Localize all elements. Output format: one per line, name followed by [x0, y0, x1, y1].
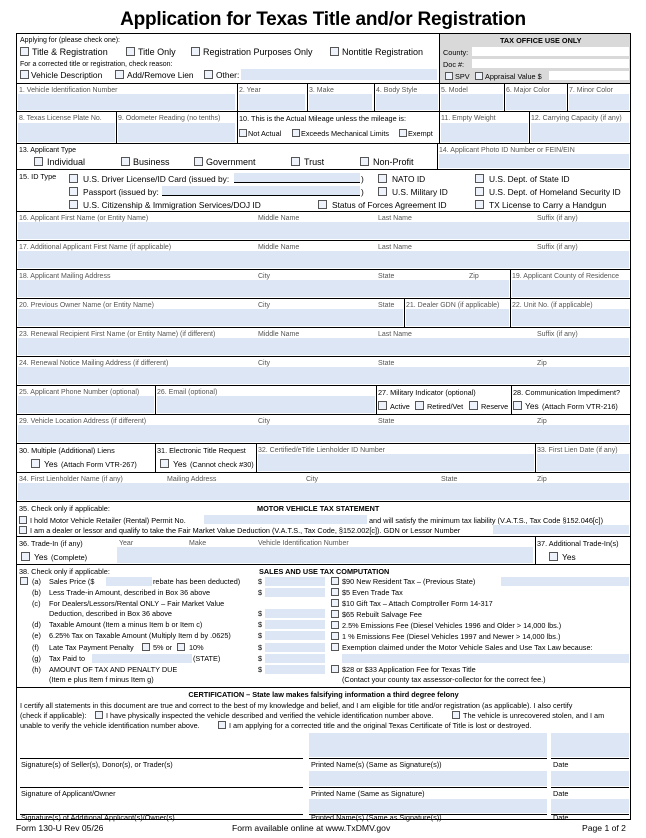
corrected-title-label: I am applying for a corrected title and the original Texas Certificate of Title is lost or destroyed.: [229, 721, 532, 730]
photo-id-input[interactable]: [439, 154, 629, 168]
vtr267-label: (Attach Form VTR-267): [61, 460, 137, 469]
state-dept-checkbox[interactable]: [475, 174, 484, 183]
applicant-date-input[interactable]: [551, 771, 629, 786]
county-label: County:: [443, 48, 469, 57]
year-label: 2. Year: [239, 87, 261, 94]
tax-amount[interactable]: [265, 631, 325, 640]
dollar-b: $: [258, 588, 263, 597]
sales-tax-row: [17, 564, 630, 687]
title-registration-label: Title & Registration: [32, 47, 108, 57]
penalty-5-label: 5% or: [153, 643, 173, 652]
previous-owner-row: [17, 298, 630, 327]
suffix-label: Suffix (if any): [537, 244, 578, 251]
other-checkbox[interactable]: [204, 70, 213, 79]
dollar-a: $: [258, 577, 263, 586]
vehicle-location-label: 29. Vehicle Location Address (if different): [19, 418, 147, 425]
zip-label: Zip: [537, 418, 547, 425]
penalty-10-checkbox[interactable]: [177, 643, 185, 651]
corrected-title-checkbox[interactable]: [218, 721, 226, 729]
handgun-checkbox[interactable]: [475, 200, 484, 209]
minor-color-label: 7. Minor Color: [569, 87, 613, 94]
county-residence-input[interactable]: [512, 280, 629, 297]
passport-paren: ): [361, 187, 364, 197]
item-c-letter: (c): [32, 599, 41, 608]
add-remove-lien-checkbox[interactable]: [115, 70, 124, 79]
even-trade-label: $5 Even Trade Tax: [342, 588, 403, 597]
trade-in-amount[interactable]: [265, 588, 325, 597]
exempt-checkbox[interactable]: [399, 129, 407, 137]
seller-printed-name-input[interactable]: [309, 733, 547, 757]
not-actual-label: Not Actual: [248, 129, 282, 138]
nonprofit-label: Non-Profit: [373, 157, 414, 167]
state-label: State: [378, 360, 395, 367]
vtr216-label: (Attach Form VTR-216): [542, 402, 618, 411]
certification-section: [17, 687, 630, 821]
rental-permit-label: I hold Motor Vehicle Retailer (Rental) Permit No.: [30, 516, 186, 525]
tax-paid-amount[interactable]: [265, 654, 325, 663]
seller-printed-name-label: Printed Name(s) (Same as Signature(s)): [311, 760, 442, 769]
item-a-letter: (a): [32, 577, 41, 586]
unable-verify-label: unable to verify the vehicle identification number above.: [20, 721, 200, 730]
applicant-first-label: 16. Applicant First Name (or Entity Name): [19, 215, 149, 222]
model-input[interactable]: [441, 94, 503, 110]
tax-paid-state-input[interactable]: [92, 654, 192, 663]
sales-price-label: Sales Price ($: [49, 577, 95, 586]
nonprofit-checkbox[interactable]: [360, 157, 369, 166]
previous-owner-label: 20. Previous Owner Name (or Entity Name): [19, 302, 154, 309]
plate-label: 8. Texas License Plate No.: [19, 115, 102, 122]
lienholder-mailing-label: Mailing Address: [167, 476, 217, 483]
seller-date-input[interactable]: [551, 733, 629, 757]
vehicle-description-label: Vehicle Description: [31, 70, 103, 80]
plate-input[interactable]: [18, 123, 115, 142]
communication-yes-checkbox[interactable]: [513, 401, 522, 410]
gift-tax-label: $10 Gift Tax – Attach Comptroller Form 14-317: [342, 599, 493, 608]
suffix-label: Suffix (if any): [537, 331, 578, 338]
city-label: City: [258, 302, 271, 309]
additional-date-label: Date: [553, 813, 569, 822]
taxable-amount-label: Taxable Amount (Item a minus Item b or Item c): [49, 620, 203, 629]
applying-for-label: Applying for (please check one):: [20, 37, 120, 44]
page-title: Application for Texas Title and/or Registration: [120, 9, 526, 30]
additional-trade-checkbox[interactable]: [549, 552, 558, 561]
state-label: State: [378, 418, 395, 425]
item-f-letter: (f): [32, 643, 39, 652]
vehicle-row: [17, 83, 630, 111]
title-only-checkbox[interactable]: [126, 47, 135, 56]
reserve-label: Reserve: [481, 402, 509, 411]
penalty-amount[interactable]: [265, 643, 325, 652]
applicant-type-label: 13. Applicant Type: [19, 147, 77, 154]
liens-row: [17, 443, 630, 472]
trade-in-complete-label: (Complete): [51, 553, 88, 562]
vehicle-location-row: [17, 414, 630, 443]
registration-purposes-checkbox[interactable]: [191, 47, 200, 56]
military-checkbox[interactable]: [378, 187, 387, 196]
trade-in-amount-label: Less Trade-in Amount, described in Box 36 above: [49, 588, 211, 597]
emissions-1-checkbox[interactable]: [331, 632, 339, 640]
application-fee-label: $28 or $33 Application Fee for Texas Title: [342, 665, 476, 674]
military-indicator-label: 27. Military Indicator (optional): [378, 388, 476, 397]
lienholder-id-label: 32. Certified/eTitle Lienholder ID Number: [258, 447, 385, 454]
rebate-label: rebate has been deducted): [153, 577, 241, 586]
id-type-row: [17, 169, 630, 211]
application-fee-checkbox[interactable]: [331, 665, 339, 673]
state-dept-label: U.S. Dept. of State ID: [489, 174, 570, 184]
state-label: State: [441, 476, 458, 483]
trade-make-label: Make: [189, 540, 207, 547]
zip-label: Zip: [537, 360, 547, 367]
trade-in-yes-checkbox[interactable]: [21, 552, 30, 561]
active-checkbox[interactable]: [378, 401, 387, 410]
additional-trade-label: 37. Additional Trade-In(s): [537, 539, 619, 548]
additional-signature-label: Signature(s) of Additional Applicant(s)/Owner(s): [21, 813, 175, 822]
dl-label: U.S. Driver License/ID Card (issued by:: [83, 174, 230, 184]
lienholder-name-label: 34. First Lienholder Name (if any): [19, 476, 123, 483]
renewal-recipient-input[interactable]: [18, 338, 629, 355]
major-color-label: 6. Major Color: [506, 87, 550, 94]
middle-label: Middle Name: [258, 331, 300, 338]
last-label: Last Name: [378, 215, 412, 222]
trust-label: Trust: [304, 157, 325, 167]
dollar-g: $: [258, 654, 263, 663]
trust-checkbox[interactable]: [291, 157, 300, 166]
item-h-letter: (h): [32, 665, 41, 674]
emissions-25-checkbox[interactable]: [331, 621, 339, 629]
title-only-label: Title Only: [138, 47, 176, 57]
fmv-deduction-box-label: Deduction, described in Box 36 above: [49, 609, 172, 618]
middle-label: Middle Name: [258, 215, 300, 222]
unit-input[interactable]: [512, 309, 629, 326]
liens-yes-label: Yes: [44, 459, 58, 469]
other-reason-input[interactable]: [241, 69, 437, 80]
military-label: U.S. Military ID: [392, 187, 448, 197]
applicant-printed-name-input[interactable]: [309, 771, 547, 786]
odometer-input[interactable]: [118, 123, 235, 142]
body-style-input[interactable]: [376, 94, 438, 110]
add-remove-lien-label: Add/Remove Lien: [127, 70, 194, 80]
even-trade-checkbox[interactable]: [331, 588, 339, 596]
sales-price-checkbox[interactable]: [20, 577, 28, 585]
title-registration-checkbox[interactable]: [20, 47, 29, 56]
applicant-name-row: [17, 211, 630, 240]
new-resident-checkbox[interactable]: [331, 577, 339, 585]
photo-id-label: 14. Applicant Photo ID Number or FEIN/EIN: [439, 147, 575, 154]
exceeds-checkbox[interactable]: [292, 129, 300, 137]
id-type-label: 15. ID Type: [19, 172, 57, 181]
corrected-label: For a corrected title or registration, check reason:: [20, 61, 173, 68]
business-checkbox[interactable]: [121, 157, 130, 166]
city-label: City: [258, 273, 271, 280]
registration-purposes-label: Registration Purposes Only: [203, 47, 313, 57]
passport-checkbox[interactable]: [69, 187, 78, 196]
fmv-label: For Dealers/Lessors/Rental ONLY – Fair Market Value: [49, 599, 225, 608]
government-label: Government: [206, 157, 256, 167]
item-d-letter: (d): [32, 620, 41, 629]
mailing-address-input[interactable]: [18, 280, 509, 297]
not-actual-checkbox[interactable]: [239, 129, 247, 137]
page-number: Page 1 of 2: [582, 823, 626, 833]
penalty-5-checkbox[interactable]: [142, 643, 150, 651]
unit-label: 22. Unit No. (if applicable): [512, 302, 593, 309]
lien-date-label: 33. First Lien Date (if any): [537, 447, 618, 454]
emissions-25-label: 2.5% Emissions Fee (Diesel Vehicles 1996 and Older > 14,000 lbs.): [342, 621, 562, 630]
motor-vehicle-tax-row: [17, 501, 630, 536]
dhs-label: U.S. Dept. of Homeland Security ID: [489, 187, 621, 197]
sales-tax-heading: SALES AND USE TAX COMPUTATION: [259, 567, 390, 576]
middle-label: Middle Name: [258, 244, 300, 251]
seller-signature-label: Signature(s) of Seller(s), Donor(s), or Trader(s): [21, 760, 173, 769]
unrecovered-stolen-label: The vehicle is unrecovered stolen, and I am: [463, 711, 605, 720]
additional-date-input[interactable]: [551, 799, 629, 813]
applicant-signature-label: Signature of Applicant/Owner: [21, 789, 116, 798]
rental-permit-input[interactable]: [204, 515, 367, 524]
suffix-label: Suffix (if any): [537, 215, 578, 222]
trade-in-row: [17, 536, 630, 564]
email-input[interactable]: [157, 396, 375, 413]
fmv-deduction-label: I am a dealer or lessor and qualify to take the Fair Market Value Deduction (V.A.T.S., Tax Code, §152.002[c]). GDN or Lessor Number: [30, 526, 461, 535]
applicant-printed-name-label: Printed Name (Same as Signature): [311, 789, 425, 798]
active-label: Active: [390, 402, 410, 411]
seller-date-label: Date: [553, 760, 569, 769]
state-label: State: [378, 302, 395, 309]
emissions-1-label: 1 % Emissions Fee (Diesel Vehicles 1997 and Newer > 14,000 lbs.): [342, 632, 561, 641]
new-resident-label: $90 New Resident Tax – (Previous State): [342, 577, 476, 586]
nato-label: NATO ID: [392, 174, 426, 184]
zip-label: Zip: [469, 273, 479, 280]
contact-row: [17, 385, 630, 414]
minimum-tax-label: and will satisfy the minimum tax liability (V.A.T.S., Tax Code §152.046[c]): [369, 516, 604, 525]
capacity-input[interactable]: [531, 123, 629, 142]
communication-yes-label: Yes: [525, 401, 539, 411]
fmv-deduction-checkbox[interactable]: [19, 526, 27, 534]
plate-row: [17, 111, 630, 143]
empty-weight-label: 11. Empty Weight: [441, 115, 496, 122]
additional-printed-name-label: Printed Name(s) (Same as Signature(s)): [311, 813, 442, 822]
certification-line-1: I certify all statements in this document are true and correct to the best of my knowledge and belief, and I am eligible for title and/or registration (as applicable). I also certify: [20, 701, 573, 710]
vehicle-location-input[interactable]: [18, 425, 629, 442]
gdn-lessor-input[interactable]: [493, 525, 629, 534]
email-label: 26. Email (optional): [157, 389, 218, 396]
government-checkbox[interactable]: [194, 157, 203, 166]
lien-date-input[interactable]: [537, 454, 629, 471]
rental-permit-checkbox[interactable]: [19, 516, 27, 524]
appraisal-label: Appraisal Value $: [485, 72, 542, 81]
phone-label: 25. Applicant Phone Number (optional): [19, 389, 140, 396]
tax-office-heading: TAX OFFICE USE ONLY: [500, 36, 582, 45]
make-input[interactable]: [309, 94, 372, 110]
city-label: City: [306, 476, 319, 483]
exemption-label: Exemption claimed under the Motor Vehicle Sales and Use Tax Law because:: [342, 643, 593, 652]
motor-vehicle-tax-heading: MOTOR VEHICLE TAX STATEMENT: [257, 504, 380, 513]
sales-price-amount[interactable]: [265, 577, 325, 586]
etitle-yes-checkbox[interactable]: [160, 459, 169, 468]
state-label: State: [378, 273, 395, 280]
lienholder-row: [17, 472, 630, 501]
dollar-h: $: [258, 665, 263, 674]
county-residence-label: 19. Applicant County of Residence: [512, 273, 620, 280]
item-e-letter: (e): [32, 631, 41, 640]
contact-assessor-label: (Contact your county tax assessor-collector for the correct fee.): [342, 675, 546, 684]
late-penalty-label: Late Tax Payment Penalty: [49, 643, 134, 652]
physically-inspected-label: I have physically inspected the vehicle described and verified the vehicle identification number above.: [106, 711, 434, 720]
forces-checkbox[interactable]: [318, 200, 327, 209]
applicant-name-input[interactable]: [18, 222, 629, 239]
penalty-10-label: 10%: [189, 643, 204, 652]
renewal-address-label: 24. Renewal Notice Mailing Address (if different): [19, 360, 169, 367]
dhs-checkbox[interactable]: [475, 187, 484, 196]
trade-in-yes-label: Yes: [34, 552, 48, 562]
vin-input[interactable]: [18, 94, 235, 110]
renewal-recipient-row: [17, 327, 630, 356]
tax-paid-state-label: (STATE): [193, 654, 221, 663]
body-style-label: 4. Body Style: [376, 87, 418, 94]
renewal-address-row: [17, 356, 630, 385]
last-label: Last Name: [378, 331, 412, 338]
nontitle-label: Nontitle Registration: [342, 47, 424, 57]
minor-color-input[interactable]: [569, 94, 629, 110]
individual-label: Individual: [47, 157, 86, 167]
dollar-c: $: [258, 609, 263, 618]
gdn-label: 21. Dealer GDN (if applicable): [406, 302, 500, 309]
dollar-d: $: [258, 620, 263, 629]
trade-in-input[interactable]: [117, 547, 533, 563]
application-form: [16, 33, 631, 820]
etitle-yes-label: Yes: [173, 459, 187, 469]
model-label: 5. Model: [441, 87, 468, 94]
additional-applicant-row: [17, 240, 630, 269]
dl-paren: ): [361, 174, 364, 184]
nato-checkbox[interactable]: [378, 174, 387, 183]
zip-label: Zip: [537, 476, 547, 483]
item-b-letter: (b): [32, 588, 41, 597]
vehicle-description-checkbox[interactable]: [20, 70, 29, 79]
vin-label: 1. Vehicle Identification Number: [19, 87, 118, 94]
exemption-reason-input[interactable]: [342, 654, 629, 663]
check-if-applicable-label: (check if applicable):: [20, 711, 87, 720]
appraisal-checkbox[interactable]: [475, 72, 483, 80]
exceeds-label: Exceeds Mechanical Limits: [301, 129, 390, 138]
additional-printed-name-input[interactable]: [309, 799, 547, 813]
make-label: 3. Make: [309, 87, 334, 94]
etitle-label: 31. Electronic Title Request: [157, 446, 246, 455]
previous-state-input[interactable]: [501, 577, 629, 586]
nontitle-checkbox[interactable]: [330, 47, 339, 56]
rebate-input[interactable]: [106, 577, 152, 586]
physically-inspected-checkbox[interactable]: [95, 711, 103, 719]
amount-due[interactable]: [265, 665, 325, 674]
gift-tax-checkbox[interactable]: [331, 599, 339, 607]
capacity-label: 12. Carrying Capacity (if any): [531, 115, 622, 122]
passport-label: Passport (issued by:: [83, 187, 159, 197]
major-color-input[interactable]: [506, 94, 566, 110]
mailing-address-row: [17, 269, 630, 298]
trade-in-label: 36. Trade-In (if any): [19, 539, 83, 548]
odometer-label: 9. Odometer Reading (no tenths): [118, 115, 221, 122]
city-label: City: [258, 360, 271, 367]
dollar-f: $: [258, 643, 263, 652]
individual-checkbox[interactable]: [34, 157, 43, 166]
communication-label: 28. Communication Impediment?: [513, 388, 621, 397]
sales-tax-check-label: 38. Check only if applicable:: [19, 567, 110, 576]
fmv-amount[interactable]: [265, 609, 325, 618]
additional-applicant-input[interactable]: [18, 251, 629, 268]
previous-owner-input[interactable]: [18, 309, 403, 326]
dollar-e: $: [258, 631, 263, 640]
renewal-address-input[interactable]: [18, 367, 629, 384]
form-online-link[interactable]: Form available online at www.TxDMV.gov: [232, 823, 391, 833]
mileage-label: 10. This is the Actual Mileage unless the mileage is:: [239, 114, 406, 123]
exemption-checkbox[interactable]: [331, 643, 339, 651]
forces-label: Status of Forces Agreement ID: [332, 200, 447, 210]
retired-checkbox[interactable]: [415, 401, 424, 410]
other-label: Other:: [216, 70, 240, 80]
amount-due-formula-label: (Item e plus Item f minus Item g): [49, 675, 154, 684]
trade-vin-label: Vehicle Identification Number: [258, 540, 349, 547]
last-label: Last Name: [378, 244, 412, 251]
uscis-label: U.S. Citizenship & Immigration Services/DOJ ID: [83, 200, 261, 210]
rebuilt-salvage-label: $65 Rebuilt Salvage Fee: [342, 610, 422, 619]
applicant-type-row: [17, 143, 630, 169]
mailing-address-label: 18. Applicant Mailing Address: [19, 273, 111, 280]
check-applicable-label: 35. Check only if applicable:: [19, 504, 110, 513]
additional-trade-yes-label: Yes: [562, 552, 576, 562]
renewal-recipient-label: 23. Renewal Recipient First Name (or Entity Name) (if different): [19, 331, 216, 338]
handgun-label: TX License to Carry a Handgun: [489, 200, 607, 210]
year-input[interactable]: [239, 94, 305, 110]
city-label: City: [258, 418, 271, 425]
gdn-input[interactable]: [406, 309, 509, 326]
liens-yes-checkbox[interactable]: [31, 459, 40, 468]
amount-due-label: AMOUNT OF TAX AND PENALTY DUE: [49, 665, 178, 674]
tax-paid-label: Tax Paid to: [49, 654, 86, 663]
uscis-checkbox[interactable]: [69, 200, 78, 209]
trade-year-label: Year: [119, 540, 134, 547]
form-number: Form 130-U Rev 05/26: [16, 823, 104, 833]
cannot-check-label: (Cannot check #30): [190, 460, 254, 469]
business-label: Business: [133, 157, 170, 167]
lienholder-id-input[interactable]: [258, 454, 534, 471]
empty-weight-input[interactable]: [441, 123, 528, 142]
dl-checkbox[interactable]: [69, 174, 78, 183]
lienholder-input[interactable]: [18, 483, 629, 500]
phone-input[interactable]: [18, 396, 154, 413]
exempt-label: Exempt: [408, 129, 433, 138]
certification-heading: CERTIFICATION – State law makes falsifying information a third degree felony: [188, 690, 459, 699]
doc-label: Doc #:: [443, 60, 465, 69]
tax-on-taxable-label: 6.25% Tax on Taxable Amount (Multiply Item d by .0625): [49, 631, 231, 640]
spv-label: SPV: [455, 72, 470, 81]
additional-first-label: 17. Additional Applicant First Name (if applicable): [19, 244, 172, 251]
multiple-liens-label: 30. Multiple (Additional) Liens: [19, 446, 115, 455]
unrecovered-stolen-checkbox[interactable]: [452, 711, 460, 719]
applicant-date-label: Date: [553, 789, 569, 798]
item-g-letter: (g): [32, 654, 41, 663]
retired-label: Retired/Vet: [427, 402, 464, 411]
rebuilt-salvage-checkbox[interactable]: [331, 610, 339, 618]
reserve-checkbox[interactable]: [469, 401, 478, 410]
spv-checkbox[interactable]: [445, 72, 453, 80]
taxable-amount[interactable]: [265, 620, 325, 629]
